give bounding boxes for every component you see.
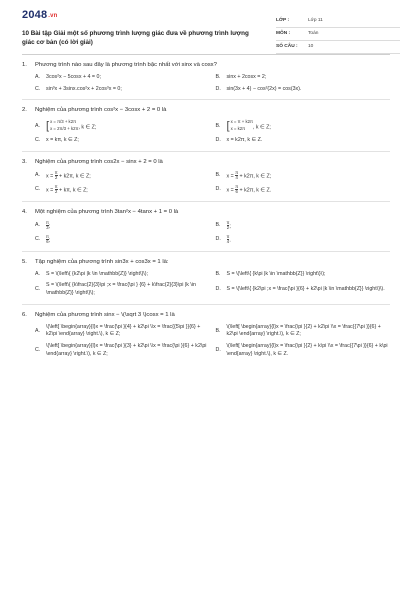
question-text: Nghiệm của phương trình cos²x − 3cosx + 2 = 0 là bbox=[35, 107, 167, 114]
option-letter: A. bbox=[35, 122, 41, 129]
question-text: Một nghiệm của phương trình 3tan²x − 4tanx + 1 = 0 là bbox=[35, 208, 179, 215]
option-letter: B. bbox=[215, 122, 221, 129]
question-2 bbox=[22, 100, 390, 151]
option-suffix: + k2π, k ∈ Z. bbox=[238, 186, 272, 193]
option-b[interactable] bbox=[216, 324, 391, 339]
question-text: Phương trình nào sau đây là phương trình bậc nhất với sinx và cosx? bbox=[35, 62, 217, 68]
option-letter: A. bbox=[35, 222, 41, 229]
option-b[interactable] bbox=[216, 221, 391, 231]
option-text: sin³x + 3sinx.cos²x + 2cos³x = 0; bbox=[46, 85, 122, 92]
option-letter: B. bbox=[215, 172, 221, 179]
meta-table bbox=[276, 15, 400, 54]
option-text: S = \(\left\{ {k\pi |k \in \mathbb{Z}} \right\}\); bbox=[226, 270, 326, 277]
option-c[interactable] bbox=[35, 86, 210, 94]
site-logo[interactable] bbox=[22, 8, 58, 23]
solution-cases bbox=[46, 119, 78, 133]
options-grid bbox=[22, 271, 390, 298]
option-letter: D. bbox=[215, 346, 221, 353]
question-1 bbox=[22, 55, 390, 100]
question-number: 4. bbox=[22, 208, 27, 215]
meta-value: Toán bbox=[308, 30, 319, 36]
option-letter: B. bbox=[215, 222, 221, 229]
option-a[interactable] bbox=[35, 171, 210, 181]
option-text: sin(3x + 4) − cos²(2x) = cos(3x). bbox=[226, 85, 302, 92]
options-grid bbox=[22, 221, 390, 245]
fraction-numerator: π bbox=[235, 169, 239, 175]
option-letter: C. bbox=[35, 236, 41, 243]
option-a[interactable] bbox=[35, 324, 210, 339]
question-5 bbox=[22, 252, 390, 305]
option-d[interactable] bbox=[216, 282, 391, 297]
option-d[interactable] bbox=[216, 185, 391, 195]
option-a[interactable] bbox=[35, 119, 210, 133]
question-number: 1. bbox=[22, 62, 27, 68]
option-letter: A. bbox=[35, 172, 41, 179]
option-c[interactable] bbox=[35, 235, 210, 245]
meta-row-count bbox=[276, 41, 400, 54]
option-c[interactable] bbox=[35, 185, 210, 195]
option-text: 3cos²x − 5cosx + 4 = 0; bbox=[46, 73, 101, 80]
case-line: x = 2π/3 + k2π bbox=[50, 126, 79, 132]
option-d[interactable] bbox=[216, 343, 391, 358]
option-suffix: + k2π, k ∈ Z; bbox=[57, 172, 91, 179]
option-letter: C. bbox=[35, 137, 41, 144]
option-letter: B. bbox=[215, 74, 221, 81]
fraction-denominator: 4 bbox=[235, 175, 238, 181]
option-a[interactable] bbox=[35, 74, 210, 82]
question-number: 5. bbox=[22, 258, 27, 265]
meta-value: 10 bbox=[308, 43, 314, 49]
meta-key: LỚP : bbox=[276, 17, 290, 23]
option-letter: B. bbox=[215, 327, 221, 334]
option-letter: C. bbox=[35, 286, 41, 293]
option-letter: C. bbox=[35, 346, 41, 353]
option-c[interactable] bbox=[35, 137, 210, 145]
option-suffix: + k2π, k ∈ Z; bbox=[238, 172, 272, 179]
option-letter: A. bbox=[35, 327, 41, 334]
question-number: 3. bbox=[22, 158, 27, 165]
option-letter: C. bbox=[35, 186, 41, 193]
option-text: x = kπ, k ∈ Z; bbox=[46, 137, 79, 144]
case-line: x = π/3 + k2π bbox=[50, 119, 77, 125]
option-a[interactable] bbox=[35, 271, 210, 279]
question-6 bbox=[22, 305, 390, 365]
option-suffix: ; bbox=[229, 222, 231, 229]
option-d[interactable] bbox=[216, 235, 391, 245]
fraction-numerator: π bbox=[54, 183, 58, 189]
option-text: \(\left[ \begin{array}{l}x = \frac{\pi }{2} + k\pi \\x = \frac{{7\pi }}{6} + k\pi \end{array} \right.\), k ∈ Z. bbox=[226, 342, 388, 357]
option-suffix: . bbox=[229, 236, 231, 243]
option-b[interactable] bbox=[216, 271, 391, 279]
fraction-numerator: π bbox=[226, 219, 230, 225]
option-prefix: x = bbox=[46, 186, 55, 193]
option-letter: A. bbox=[35, 74, 41, 81]
option-letter: D. bbox=[215, 186, 221, 193]
option-text: \(\left[ \begin{array}{l}x = \frac{\pi }{4} + k2\pi \\x = \frac{{5\pi }}{6} + k2\pi \end{array} \right.\), k ∈ Z; bbox=[46, 323, 201, 338]
fraction-numerator: π bbox=[46, 219, 49, 225]
option-suffix: ; bbox=[48, 236, 51, 243]
fraction-denominator: 2 bbox=[54, 189, 58, 195]
option-prefix: x = bbox=[226, 186, 236, 193]
meta-value: Lớp 11 bbox=[308, 17, 323, 23]
bracket-icon: [ bbox=[46, 119, 50, 132]
option-suffix: ; bbox=[48, 222, 51, 229]
meta-row-class bbox=[276, 15, 400, 28]
fraction-denominator: 2 bbox=[54, 175, 58, 181]
options-grid bbox=[22, 171, 390, 195]
option-text: S = \(\left\{ {k2\pi |k \in \mathbb{Z}} \right\}\); bbox=[46, 270, 148, 277]
option-text: x = k2π, k ∈ Z. bbox=[226, 137, 263, 144]
option-text: sinx + 2cosx = 2; bbox=[226, 73, 267, 80]
option-letter: D. bbox=[215, 286, 221, 293]
document-title: 10 Bài tập Giải một số phương trình lượng giác đưa về phương trình lượng giác cơ bản (có lời giải) bbox=[22, 30, 249, 46]
option-b[interactable] bbox=[216, 74, 391, 82]
option-letter: A. bbox=[35, 270, 41, 277]
option-a[interactable] bbox=[35, 221, 210, 231]
logo-sub-text: .vn bbox=[48, 13, 58, 19]
option-d[interactable] bbox=[216, 86, 391, 94]
option-text: \(\left[ \begin{array}{l}x = \frac{\pi }{2} + k2\pi \\x = \frac{{7\pi }}{6} + k2\pi \end{array} \right.\), k ∈ Z; bbox=[226, 323, 381, 338]
options-grid bbox=[22, 119, 390, 144]
fraction-denominator: 6 bbox=[235, 189, 238, 195]
fraction-denominator: 6 bbox=[46, 239, 49, 244]
option-tail: , k ∈ Z; bbox=[252, 124, 271, 131]
logo-main-text: 2048 bbox=[22, 9, 48, 21]
option-b[interactable] bbox=[216, 119, 391, 133]
question-number: 6. bbox=[22, 311, 27, 318]
document-header bbox=[22, 0, 390, 55]
option-c[interactable] bbox=[35, 343, 210, 358]
solution-cases bbox=[227, 119, 253, 133]
fraction-numerator: π bbox=[226, 233, 230, 239]
options-grid bbox=[22, 324, 390, 359]
option-prefix: x = bbox=[226, 172, 236, 179]
fraction-numerator: π bbox=[54, 169, 58, 175]
meta-key: MÔN : bbox=[276, 30, 291, 36]
option-text: S = \(\left\{ {k\frac{2}{3}\pi ;x = \frac{\pi } {6} + k\frac{2}{3}\pi |k \in \mathbb{Z}} \right\}\); bbox=[46, 282, 196, 296]
option-letter: B. bbox=[215, 270, 221, 277]
option-prefix: x = bbox=[46, 172, 55, 179]
option-letter: D. bbox=[215, 137, 221, 144]
fraction-numerator: π bbox=[235, 183, 239, 189]
option-text: S = \(\left\{ {k2\pi ;x = \frac{\pi }{6} + k2\pi |k \in \mathbb{Z}} \right\}\). bbox=[226, 286, 385, 293]
question-text: Nghiệm của phương trình cos2x − sinx + 2 = 0 là bbox=[35, 158, 163, 165]
fraction-denominator: 2 bbox=[226, 225, 230, 231]
question-3 bbox=[22, 152, 390, 202]
option-text: \(\left[ \begin{array}{l}x = \frac{\pi }{3} + k2\pi \\x = \frac{\pi }{6} + k2\pi \end{array} \right.\), k ∈ Z; bbox=[46, 342, 207, 357]
bracket-icon: [ bbox=[226, 119, 230, 132]
option-b[interactable] bbox=[216, 171, 391, 181]
question-text: Nghiệm của phương trình sinx − \(\sqrt 3 \)cosx = 1 là bbox=[35, 311, 175, 318]
meta-key: SỐ CÂU : bbox=[276, 43, 298, 49]
fraction-denominator: 3 bbox=[46, 225, 49, 231]
fraction-numerator: π bbox=[46, 233, 49, 239]
option-d[interactable] bbox=[216, 137, 391, 145]
option-letter: C. bbox=[35, 85, 41, 92]
option-suffix: + kπ, k ∈ Z; bbox=[57, 186, 88, 193]
option-letter: D. bbox=[215, 236, 221, 243]
case-line: x = k2π bbox=[230, 126, 246, 132]
case-line: x = π + k2π bbox=[230, 119, 253, 125]
option-letter: D. bbox=[215, 85, 221, 92]
meta-row-subject bbox=[276, 28, 400, 41]
question-text: Tập nghiệm của phương trình sin3x + cos3x = 1 là: bbox=[35, 258, 169, 265]
fraction-denominator: 4 bbox=[226, 239, 230, 244]
option-tail: , k ∈ Z; bbox=[78, 124, 97, 131]
options-grid bbox=[22, 74, 390, 93]
option-c[interactable] bbox=[35, 282, 210, 297]
question-4 bbox=[22, 202, 390, 252]
question-number: 2. bbox=[22, 107, 27, 114]
